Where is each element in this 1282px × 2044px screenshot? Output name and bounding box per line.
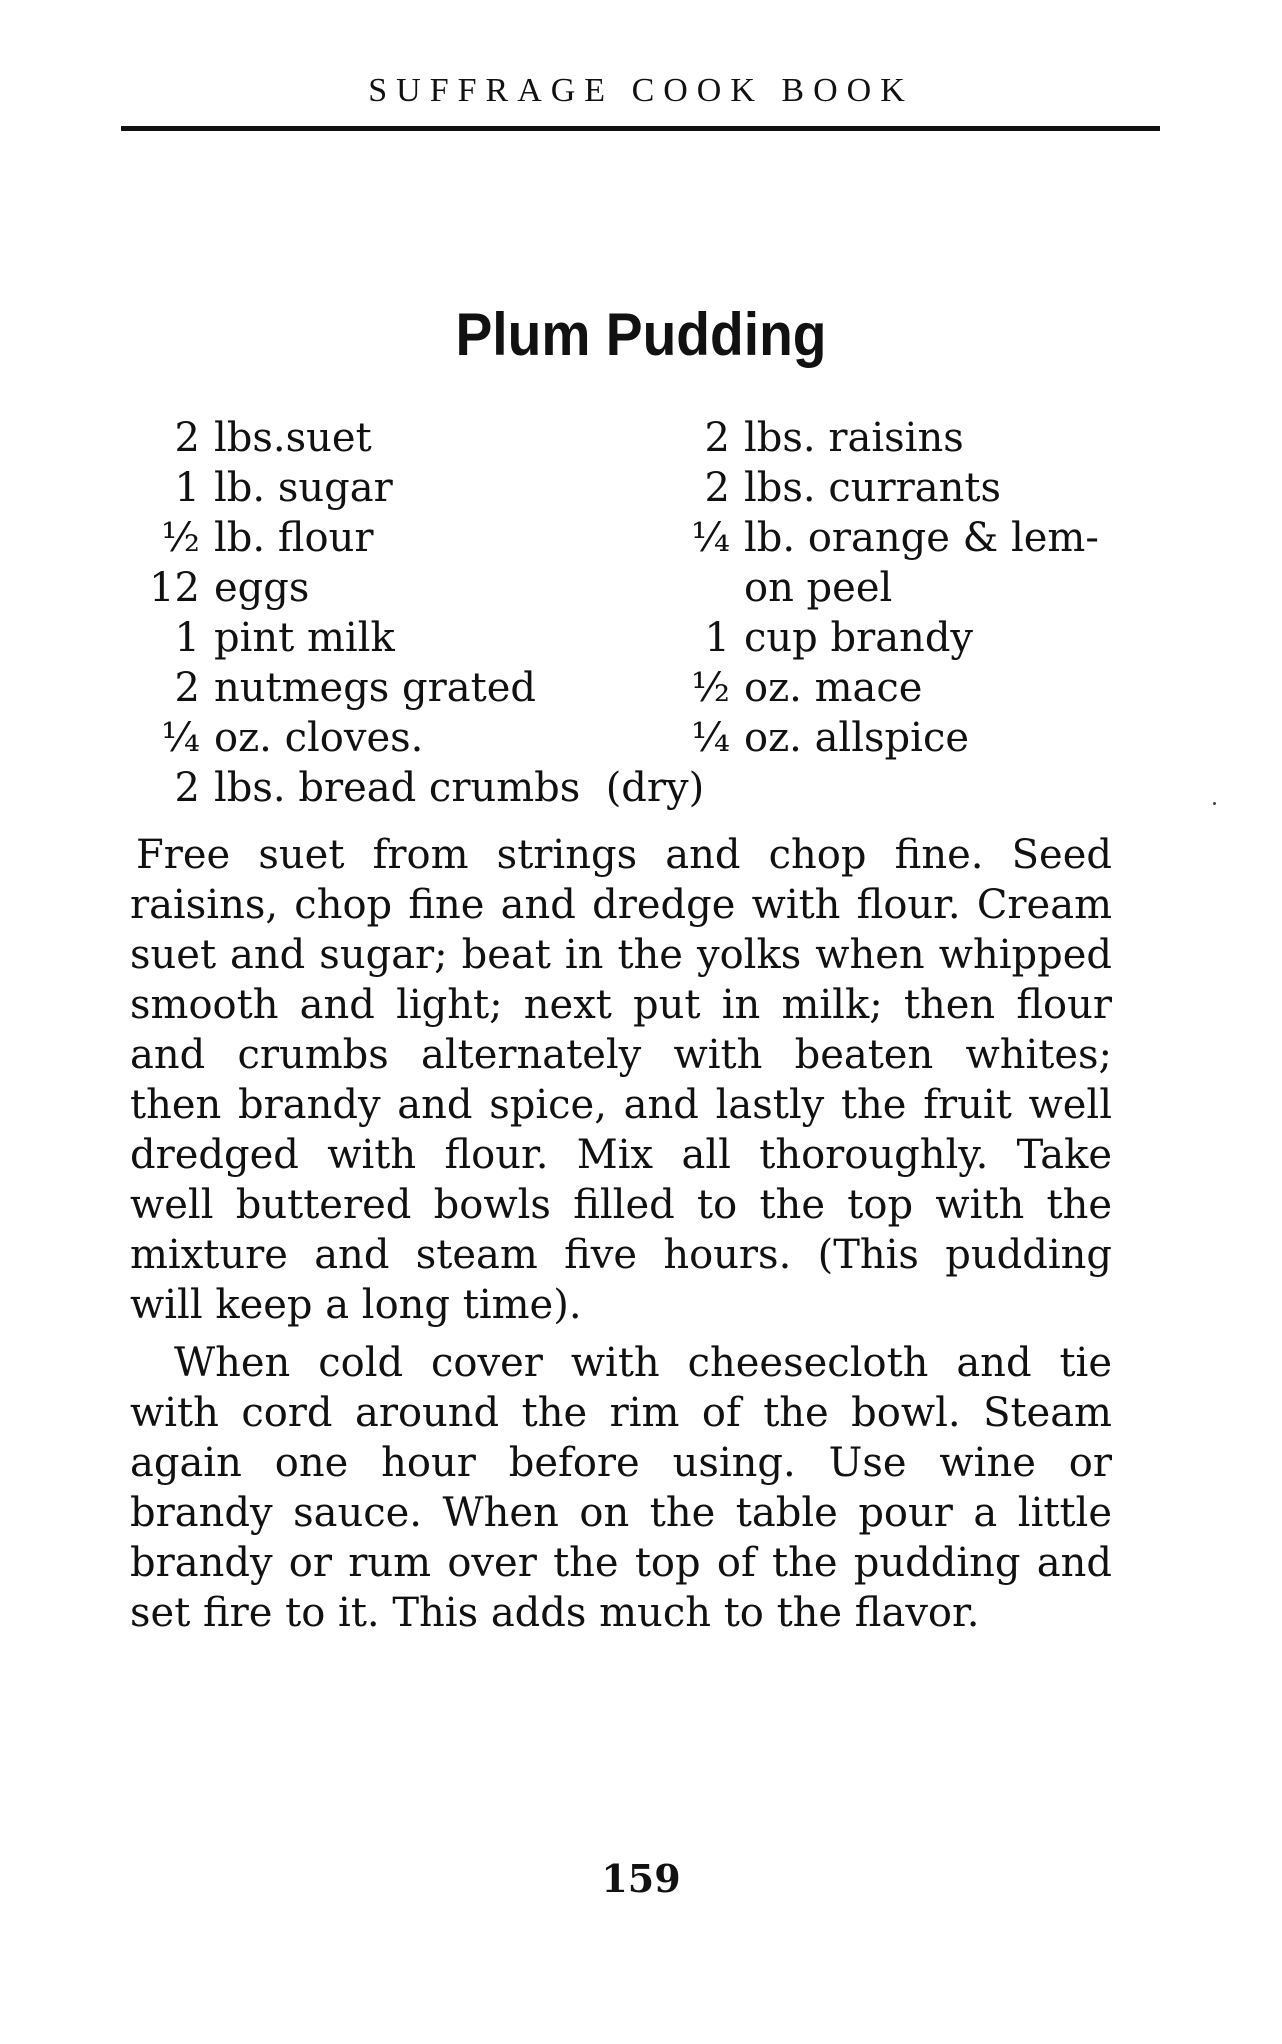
ingredient-right-5: [645, 615, 974, 661]
ingredient-qty: 2: [704, 415, 730, 461]
ingredient-item: lb. sugar: [214, 465, 393, 511]
ingredient-right-2: [645, 465, 1001, 511]
recipe-title: Plum Pudding: [455, 301, 827, 368]
ingredient-item: lbs. currants: [744, 465, 1001, 511]
ingredient-qty: 1: [174, 615, 200, 661]
page-number: 159: [601, 1856, 681, 1901]
instructions-paragraph-2: When cold cover with cheesecloth and tie with cord around the rim of the bowl. Steam again one hour before using. Use wine or brandy sauce. When on the table pour a little brandy or rum over the top of the pudding and set fire to it. This adds much to the flavor.: [130, 1340, 1112, 1636]
ingredient-left-6: [130, 665, 536, 711]
ingredient-right-1: [645, 415, 964, 461]
ingredient-item: lbs. raisins: [744, 415, 964, 461]
ingredient-right-4: [645, 565, 893, 611]
ingredient-item: eggs: [214, 565, 310, 611]
ingredient-item: lb. flour: [214, 515, 374, 561]
ingredient-item: lbs.suet: [214, 415, 372, 461]
header-rule: [121, 126, 1160, 131]
ingredient-item: nutmegs grated: [214, 665, 536, 711]
running-head: SUFFRAGE COOK BOOK: [368, 72, 914, 109]
ingredient-item: oz. mace: [744, 665, 923, 711]
print-speck: [1213, 802, 1216, 805]
ingredient-item: lbs. bread crumbs (dry): [214, 765, 705, 811]
ingredient-left-5: [130, 615, 395, 661]
ingredient-item: on peel: [744, 565, 893, 611]
ingredient-item: lb. orange & lem-: [744, 515, 1099, 561]
ingredient-qty: 2: [704, 465, 730, 511]
ingredient-qty: 2: [174, 665, 200, 711]
ingredient-right-3: [645, 515, 1099, 561]
ingredient-qty: ¼: [161, 715, 200, 761]
ingredient-left-1: [130, 415, 372, 461]
ingredient-item: oz. allspice: [744, 715, 970, 761]
ingredient-left-7: [130, 715, 424, 761]
ingredient-qty: 2: [174, 415, 200, 461]
ingredient-item: cup brandy: [744, 615, 974, 661]
ingredient-item: pint milk: [214, 615, 395, 661]
ingredient-qty: ¼: [691, 715, 730, 761]
ingredient-left-3: [130, 515, 374, 561]
ingredient-right-7: [645, 715, 970, 761]
ingredient-qty: 2: [174, 765, 200, 811]
instructions-paragraph-1: Free suet from strings and chop fine. Seed raisins, chop fine and dredge with flour. Cream suet and sugar; beat in the yolks when whipped smooth and light; next put in milk; then flour and crumbs alternately with beaten whites; then brandy and spice, and lastly the fruit well dredged with flour. Mix all thoroughly. Take well buttered bowls filled to the top with the mixture and steam five hours. (This pudding will keep a long time).: [130, 832, 1112, 1328]
ingredient-qty: 1: [174, 465, 200, 511]
ingredient-qty: ½: [161, 515, 200, 561]
ingredient-qty: 1: [704, 615, 730, 661]
ingredient-qty: 12: [149, 565, 200, 611]
ingredient-item: oz. cloves.: [214, 715, 424, 761]
ingredient-left-4: [130, 565, 310, 611]
ingredient-qty: ¼: [691, 515, 730, 561]
ingredient-right-6: [645, 665, 923, 711]
ingredient-left-2: [130, 465, 393, 511]
ingredient-bread-crumbs: [130, 765, 705, 811]
ingredient-qty: ½: [691, 665, 730, 711]
